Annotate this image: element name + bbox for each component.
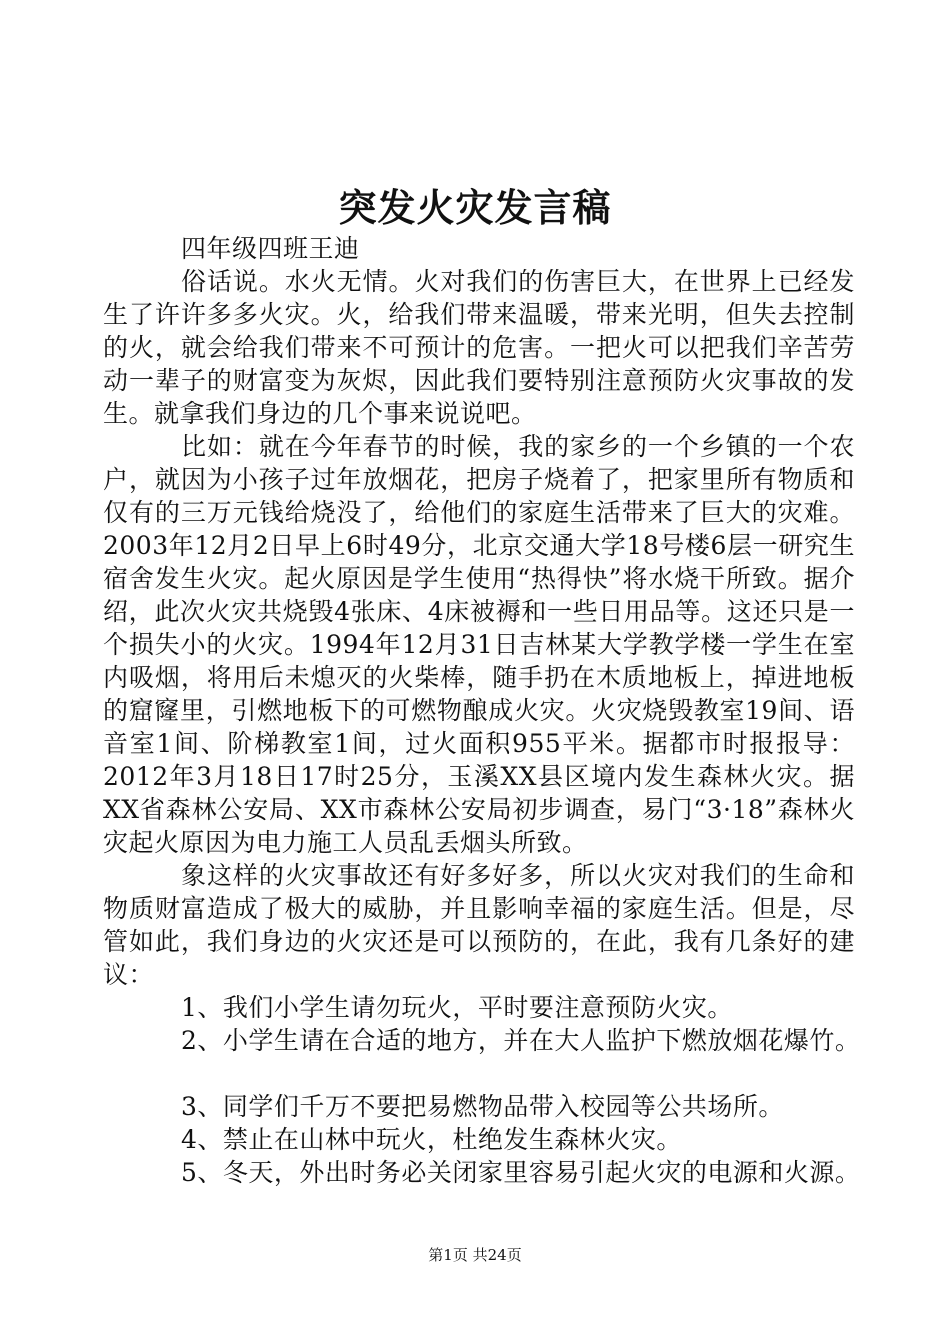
suggestion-item: 4、禁止在山林中玩火，杜绝发生森林火灾。	[181, 1125, 682, 1154]
suggestion-item: 3、同学们千万不要把易燃物品带入校园等公共场所。	[181, 1092, 784, 1121]
suggestion-item: 2、小学生请在合适的地方，并在大人监护下燃放烟花爆竹。	[181, 1026, 861, 1055]
paragraph-intro: 俗话说。水火无情。火对我们的伤害巨大，在世界上已经发生了许许多多火灾。火，给我们带来温暖，带来光明，但失去控制的火，就会给我们带来不可预计的危害。一把火可以把我们辛苦劳动一辈子的财富变为灰烬，因此我们要特别注意预防火灾事故的发生。就拿我们身边的几个事来说说吧。	[103, 267, 855, 428]
author-line: 四年级四班王迪	[181, 234, 360, 263]
page-footer: 第1页 共24页	[428, 1246, 522, 1264]
paragraph-examples: 比如：就在今年春节的时候，我的家乡的一个乡镇的一个农户，就因为小孩子过年放烟花，把房子烧着了，把家里所有物质和仅有的三万元钱给烧没了，给他们的家庭生活带来了巨大的灾难。2003年12月2日早上6时49分，北京交通大学18号楼6层一研究生宿舍发生火灾。起火原因是学生使用“热得快”将水烧干所致。据介绍，此次火灾共烧毁4张床、4床被褥和一些日用品等。这还只是一个损失小的火灾。1994年12月31日吉林某大学教学楼一学生在室内吸烟，将用后未熄灭的火柴棒，随手扔在木质地板上，掉进地板的窟窿里，引燃地板下的可燃物酿成火灾。火灾烧毁教室19间、语音室1间、阶梯教室1间，过火面积955平米。据都市时报报导：2012年3月18日17时25分，玉溪XX县区境内发生森林火灾。据XX省森林公安局、XX市森林公安局初步调查，易门“3·18”森林火灾起火原因为电力施工人员乱丢烟头所致。	[103, 432, 855, 857]
document-title: 突发火灾发言稿	[338, 186, 612, 230]
document-body	[103, 232, 861, 1189]
suggestion-item: 1、我们小学生请勿玩火，平时要注意预防火灾。	[181, 993, 733, 1022]
suggestion-item: 5、冬天，外出时务必关闭家里容易引起火灾的电源和火源。	[181, 1158, 861, 1187]
paragraph-transition: 象这样的火灾事故还有好多好多，所以火灾对我们的生命和物质财富造成了极大的威胁，并且影响幸福的家庭生活。但是，尽管如此，我们身边的火灾还是可以预防的，在此，我有几条好的建议：	[103, 861, 855, 989]
